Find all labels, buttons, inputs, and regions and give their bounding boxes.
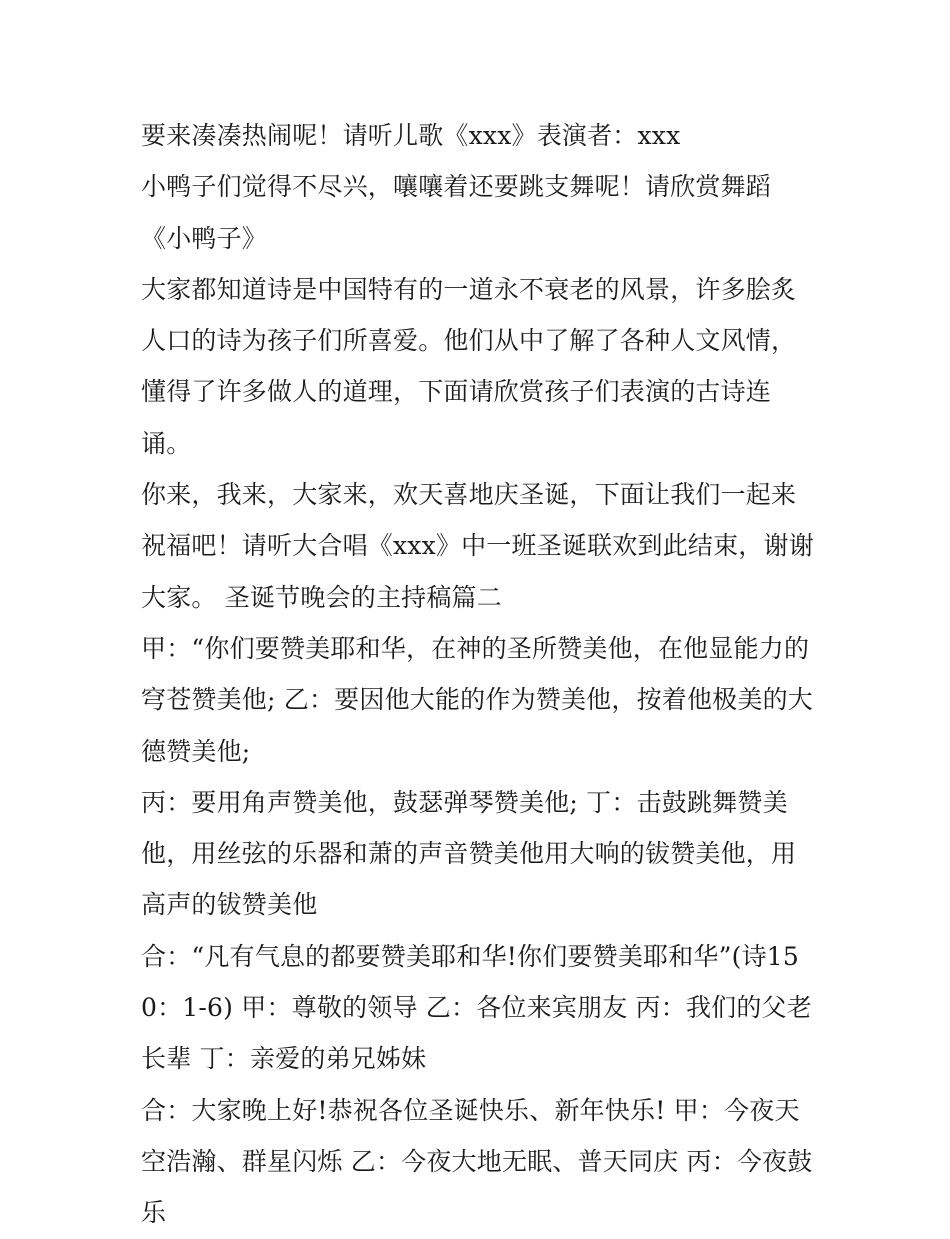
paragraph-1: 要来凑凑热闹呢！请听儿歌《xxx》表演者：xxx xyxy=(141,121,681,150)
document-body xyxy=(141,110,821,1239)
paragraph-8: 合：大家晚上好!恭祝各位圣诞快乐、新年快乐! 甲：今夜天空浩瀚、群星闪烁 乙：今夜大地无眠、普天同庆 丙：今夜鼓乐 xyxy=(141,1095,813,1228)
paragraph-5: 甲：“你们要赞美耶和华，在神的圣所赞美他，在他显能力的穹苍赞美他; 乙：要因他大能的作为赞美他，按着他极美的大德赞美他; xyxy=(141,633,813,766)
paragraph-7: 合：“凡有气息的都要赞美耶和华!你们要赞美耶和华”(诗150：1-6) 甲：尊敬的领导 乙：各位来宾朋友 丙：我们的父老长辈 丁：亲爱的弟兄姊妹 xyxy=(141,941,812,1074)
paragraph-4: 你来，我来，大家来，欢天喜地庆圣诞，下面让我们一起来祝福吧！请听大合唱《xxx》中一班圣诞联欢到此结束，谢谢大家。 圣诞节晚会的主持稿篇二 xyxy=(141,480,814,612)
paragraph-2: 小鸭子们觉得不尽兴，嚷嚷着还要跳支舞呢！请欣赏舞蹈《小鸭子》 xyxy=(141,172,772,253)
paragraph-3: 大家都知道诗是中国特有的一道永不衰老的风景，许多脍炙人口的诗为孩子们所喜爱。他们从中了解了各种人文风情，懂得了许多做人的道理，下面请欣赏孩子们表演的古诗连诵。 xyxy=(141,274,797,458)
paragraph-6: 丙：要用角声赞美他，鼓瑟弹琴赞美他; 丁：击鼓跳舞赞美他，用丝弦的乐器和萧的声音赞美他用大响的钹赞美他，用高声的钹赞美他 xyxy=(141,787,797,920)
